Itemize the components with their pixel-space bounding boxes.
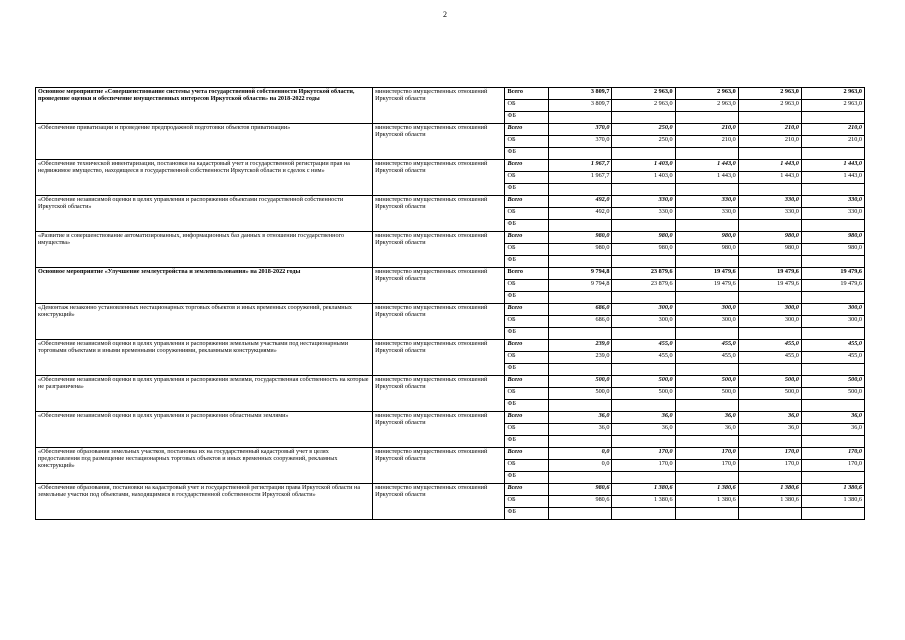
amount-cell: 330,0 [738,196,801,208]
table-row-total [36,340,865,352]
amount-cell: 492,0 [549,208,612,220]
amount-cell [612,184,675,196]
funding-source-label: ФБ [505,148,549,160]
amount-cell [738,472,801,484]
amount-cell: 980,0 [738,232,801,244]
amount-cell: 330,0 [675,196,738,208]
amount-cell: 330,0 [738,208,801,220]
activity-name: «Обеспечение независимой оценки в целях управления и распоряжения землями, государственная собственность на которые не разграничена» [36,376,373,412]
amount-cell: 1 443,0 [801,160,864,172]
table-row-total [36,304,865,316]
amount-cell: 300,0 [675,304,738,316]
amount-cell: 36,0 [801,412,864,424]
amount-cell: 0,0 [549,460,612,472]
amount-cell: 492,0 [549,196,612,208]
amount-cell: 3 809,7 [549,100,612,112]
amount-cell [738,112,801,124]
amount-cell [675,508,738,520]
funding-source-label: ФБ [505,508,549,520]
amount-cell [738,292,801,304]
amount-cell: 210,0 [801,124,864,136]
amount-cell: 300,0 [675,316,738,328]
amount-cell [675,364,738,376]
amount-cell: 300,0 [738,304,801,316]
amount-cell: 980,0 [801,244,864,256]
table-row-total [36,232,865,244]
amount-cell: 1 380,6 [612,484,675,496]
amount-cell: 19 479,6 [801,268,864,280]
amount-cell [549,256,612,268]
amount-cell: 300,0 [801,316,864,328]
responsible-executor: министерство имущественных отношений Иркутской области [373,124,505,160]
amount-cell [675,472,738,484]
activity-name: «Обеспечение независимой оценки в целях управления и распоряжения областными землями» [36,412,373,448]
amount-cell [801,112,864,124]
amount-cell: 980,6 [549,484,612,496]
amount-cell: 330,0 [675,208,738,220]
amount-cell: 170,0 [738,448,801,460]
amount-cell: 1 443,0 [675,172,738,184]
funding-source-label: Всего [505,232,549,244]
amount-cell: 23 879,6 [612,280,675,292]
amount-cell: 1 380,6 [675,496,738,508]
amount-cell: 19 479,6 [675,268,738,280]
funding-source-label: Всего [505,340,549,352]
amount-cell: 455,0 [738,352,801,364]
funding-source-label: Всего [505,88,549,100]
amount-cell: 500,0 [801,388,864,400]
amount-cell [612,364,675,376]
amount-cell: 19 479,6 [738,268,801,280]
amount-cell: 980,0 [549,244,612,256]
amount-cell [549,184,612,196]
responsible-executor: министерство имущественных отношений Иркутской области [373,160,505,196]
funding-source-label: Всего [505,376,549,388]
funding-source-label: ФБ [505,472,549,484]
responsible-executor: министерство имущественных отношений Иркутской области [373,412,505,448]
amount-cell: 1 403,0 [612,160,675,172]
amount-cell [801,328,864,340]
amount-cell: 170,0 [738,460,801,472]
funding-source-label: Всего [505,268,549,280]
amount-cell [549,112,612,124]
funding-source-label: ОБ [505,244,549,256]
amount-cell [675,256,738,268]
amount-cell [549,472,612,484]
amount-cell [801,220,864,232]
amount-cell: 500,0 [612,388,675,400]
amount-cell: 250,0 [612,124,675,136]
amount-cell: 1 443,0 [738,160,801,172]
responsible-executor: министерство имущественных отношений Иркутской области [373,232,505,268]
amount-cell: 2 963,0 [612,100,675,112]
amount-cell [675,184,738,196]
amount-cell: 455,0 [612,340,675,352]
activity-name: Основное мероприятие «Совершенствование системы учета государственной собственности Иркутской области, проведение оценки и обеспечение имущественных интересов Иркутской области» на 2018-2022 годы [36,88,373,124]
amount-cell: 1 380,6 [675,484,738,496]
funding-source-label: ФБ [505,112,549,124]
responsible-executor: министерство имущественных отношений Иркутской области [373,304,505,340]
activity-name: «Обеспечение независимой оценки в целях управления и распоряжения объектами государственной собственности Иркутской области» [36,196,373,232]
amount-cell: 455,0 [801,340,864,352]
responsible-executor: министерство имущественных отношений Иркутской области [373,88,505,124]
amount-cell: 36,0 [549,424,612,436]
amount-cell [549,364,612,376]
funding-source-label: ОБ [505,460,549,472]
funding-source-label: ОБ [505,316,549,328]
amount-cell: 170,0 [801,448,864,460]
funding-source-label: ОБ [505,388,549,400]
amount-cell [612,220,675,232]
amount-cell: 686,0 [549,304,612,316]
amount-cell [801,292,864,304]
amount-cell [549,436,612,448]
amount-cell: 3 809,7 [549,88,612,100]
funding-source-label: ОБ [505,280,549,292]
amount-cell: 1 380,6 [801,484,864,496]
amount-cell [612,508,675,520]
amount-cell: 300,0 [738,316,801,328]
amount-cell: 1 443,0 [738,172,801,184]
page-number: 2 [443,10,447,19]
amount-cell [675,328,738,340]
table-row-total [36,124,865,136]
funding-source-label: Всего [505,484,549,496]
funding-source-label: ФБ [505,220,549,232]
table-row-total [36,448,865,460]
amount-cell: 300,0 [801,304,864,316]
amount-cell: 36,0 [549,412,612,424]
funding-source-label: ФБ [505,292,549,304]
amount-cell: 36,0 [675,424,738,436]
amount-cell: 36,0 [612,424,675,436]
amount-cell: 1 380,6 [738,484,801,496]
amount-cell: 210,0 [801,136,864,148]
amount-cell: 2 963,0 [801,100,864,112]
amount-cell: 210,0 [738,136,801,148]
amount-cell: 36,0 [612,412,675,424]
funding-source-label: ОБ [505,424,549,436]
amount-cell: 300,0 [612,316,675,328]
funding-source-label: ФБ [505,184,549,196]
amount-cell: 980,0 [675,244,738,256]
amount-cell: 36,0 [738,424,801,436]
amount-cell [738,400,801,412]
amount-cell [675,220,738,232]
amount-cell: 370,0 [549,136,612,148]
amount-cell [675,436,738,448]
funding-source-label: Всего [505,304,549,316]
amount-cell: 170,0 [801,460,864,472]
amount-cell [612,112,675,124]
amount-cell: 455,0 [738,340,801,352]
amount-cell: 2 963,0 [738,100,801,112]
amount-cell: 9 794,8 [549,268,612,280]
amount-cell: 330,0 [612,196,675,208]
funding-source-label: ОБ [505,100,549,112]
amount-cell: 686,0 [549,316,612,328]
amount-cell [738,328,801,340]
funding-source-label: ФБ [505,364,549,376]
funding-source-label: Всего [505,412,549,424]
amount-cell: 500,0 [738,388,801,400]
amount-cell: 455,0 [675,352,738,364]
amount-cell: 500,0 [549,388,612,400]
amount-cell: 36,0 [675,412,738,424]
amount-cell [738,256,801,268]
amount-cell [549,328,612,340]
amount-cell [801,364,864,376]
amount-cell: 170,0 [675,448,738,460]
activity-name: «Обеспечение технической инвентаризации, постановки на кадастровый учет и государственной регистрации прав на недвижимое имущество, находящееся в государственной собственности Иркутской области и сделок с ним» [36,160,373,196]
activity-name: «Обеспечение независимой оценки в целях управления и распоряжения земельным участками под нестационарными торговыми объектами и иными временными сооружениями, рекламными конструкциями» [36,340,373,376]
amount-cell [612,292,675,304]
amount-cell: 1 443,0 [675,160,738,172]
amount-cell: 330,0 [801,208,864,220]
amount-cell [738,436,801,448]
amount-cell [738,508,801,520]
amount-cell: 980,0 [549,232,612,244]
amount-cell: 250,0 [612,136,675,148]
table-row-total [36,196,865,208]
amount-cell: 170,0 [675,460,738,472]
table-row-total [36,412,865,424]
amount-cell: 455,0 [675,340,738,352]
responsible-executor: министерство имущественных отношений Иркутской области [373,484,505,520]
amount-cell [801,184,864,196]
amount-cell: 500,0 [801,376,864,388]
funding-source-label: ОБ [505,352,549,364]
funding-source-label: ФБ [505,436,549,448]
amount-cell [801,148,864,160]
amount-cell [675,400,738,412]
funding-source-label: Всего [505,124,549,136]
amount-cell [801,436,864,448]
amount-cell: 455,0 [801,352,864,364]
funding-source-label: ФБ [505,328,549,340]
amount-cell: 500,0 [675,376,738,388]
amount-cell [612,256,675,268]
amount-cell [612,472,675,484]
table-row-total [36,88,865,100]
amount-cell: 36,0 [801,424,864,436]
amount-cell [801,472,864,484]
budget-table-body [36,88,865,520]
amount-cell [549,400,612,412]
amount-cell: 980,0 [612,244,675,256]
amount-cell [549,508,612,520]
amount-cell: 1 403,0 [612,172,675,184]
amount-cell: 1 443,0 [801,172,864,184]
activity-name: «Обеспечение приватизации и проведение предпродажной подготовки объектов приватизации» [36,124,373,160]
amount-cell: 500,0 [549,376,612,388]
amount-cell: 210,0 [675,136,738,148]
amount-cell: 19 479,6 [738,280,801,292]
amount-cell: 239,0 [549,352,612,364]
amount-cell [612,400,675,412]
responsible-executor: министерство имущественных отношений Иркутской области [373,268,505,304]
amount-cell: 1 380,6 [612,496,675,508]
amount-cell: 1 967,7 [549,172,612,184]
amount-cell [738,148,801,160]
amount-cell: 980,6 [549,496,612,508]
amount-cell: 500,0 [612,376,675,388]
amount-cell: 1 380,6 [738,496,801,508]
amount-cell: 300,0 [612,304,675,316]
amount-cell: 1 380,6 [801,496,864,508]
amount-cell: 455,0 [612,352,675,364]
amount-cell: 2 963,0 [738,88,801,100]
amount-cell: 2 963,0 [612,88,675,100]
amount-cell [738,364,801,376]
amount-cell: 2 963,0 [675,100,738,112]
amount-cell [738,220,801,232]
funding-source-label: ОБ [505,172,549,184]
table-row-total [36,268,865,280]
funding-source-label: ОБ [505,208,549,220]
amount-cell: 210,0 [675,124,738,136]
responsible-executor: министерство имущественных отношений Иркутской области [373,448,505,484]
amount-cell [675,112,738,124]
amount-cell [801,256,864,268]
budget-table [35,87,865,520]
amount-cell: 500,0 [675,388,738,400]
amount-cell [801,400,864,412]
funding-source-label: ОБ [505,136,549,148]
amount-cell [549,220,612,232]
activity-name: «Развитие и совершенствование автоматизированных, информационных баз данных в отношении государственного имущества» [36,232,373,268]
table-row-total [36,160,865,172]
responsible-executor: министерство имущественных отношений Иркутской области [373,340,505,376]
amount-cell: 2 963,0 [801,88,864,100]
funding-source-label: ФБ [505,400,549,412]
activity-name: Основное мероприятие «Улучшение землеустройства и землепользования» на 2018-2022 годы [36,268,373,304]
amount-cell: 170,0 [612,460,675,472]
amount-cell [612,436,675,448]
activity-name: «Обеспечение образования, постановки на кадастровый учет и государственной регистрации права Иркутской области на земельные участки под объектами, находящимися в государственной собственности Иркутской области» [36,484,373,520]
funding-source-label: ОБ [505,496,549,508]
amount-cell [675,292,738,304]
amount-cell [612,328,675,340]
amount-cell: 19 479,6 [801,280,864,292]
amount-cell: 370,0 [549,124,612,136]
amount-cell: 9 794,8 [549,280,612,292]
amount-cell: 980,0 [612,232,675,244]
amount-cell: 980,0 [675,232,738,244]
amount-cell: 210,0 [738,124,801,136]
amount-cell [801,508,864,520]
table-row-total [36,376,865,388]
funding-source-label: Всего [505,196,549,208]
activity-name: «Обеспечение образования земельных участков, постановка их на государственный кадастровый учет в целях предоставления под размещение нестационарных торговых объектов и иных временных сооружений, рекламных конструкций» [36,448,373,484]
amount-cell [738,184,801,196]
amount-cell [675,148,738,160]
amount-cell: 19 479,6 [675,280,738,292]
amount-cell: 23 879,6 [612,268,675,280]
amount-cell [549,292,612,304]
amount-cell: 1 967,7 [549,160,612,172]
amount-cell: 980,0 [738,244,801,256]
amount-cell: 500,0 [738,376,801,388]
amount-cell [612,148,675,160]
amount-cell: 980,0 [801,232,864,244]
funding-source-label: ФБ [505,256,549,268]
amount-cell: 330,0 [612,208,675,220]
amount-cell [549,148,612,160]
activity-name: «Демонтаж незаконно установленных нестационарных торговых объектов и иных временных сооружений, рекламных конструкций» [36,304,373,340]
amount-cell: 239,0 [549,340,612,352]
funding-source-label: Всего [505,448,549,460]
amount-cell: 2 963,0 [675,88,738,100]
amount-cell: 330,0 [801,196,864,208]
responsible-executor: министерство имущественных отношений Иркутской области [373,196,505,232]
amount-cell: 170,0 [612,448,675,460]
amount-cell: 36,0 [738,412,801,424]
responsible-executor: министерство имущественных отношений Иркутской области [373,376,505,412]
funding-source-label: Всего [505,160,549,172]
table-row-total [36,484,865,496]
amount-cell: 0,0 [549,448,612,460]
